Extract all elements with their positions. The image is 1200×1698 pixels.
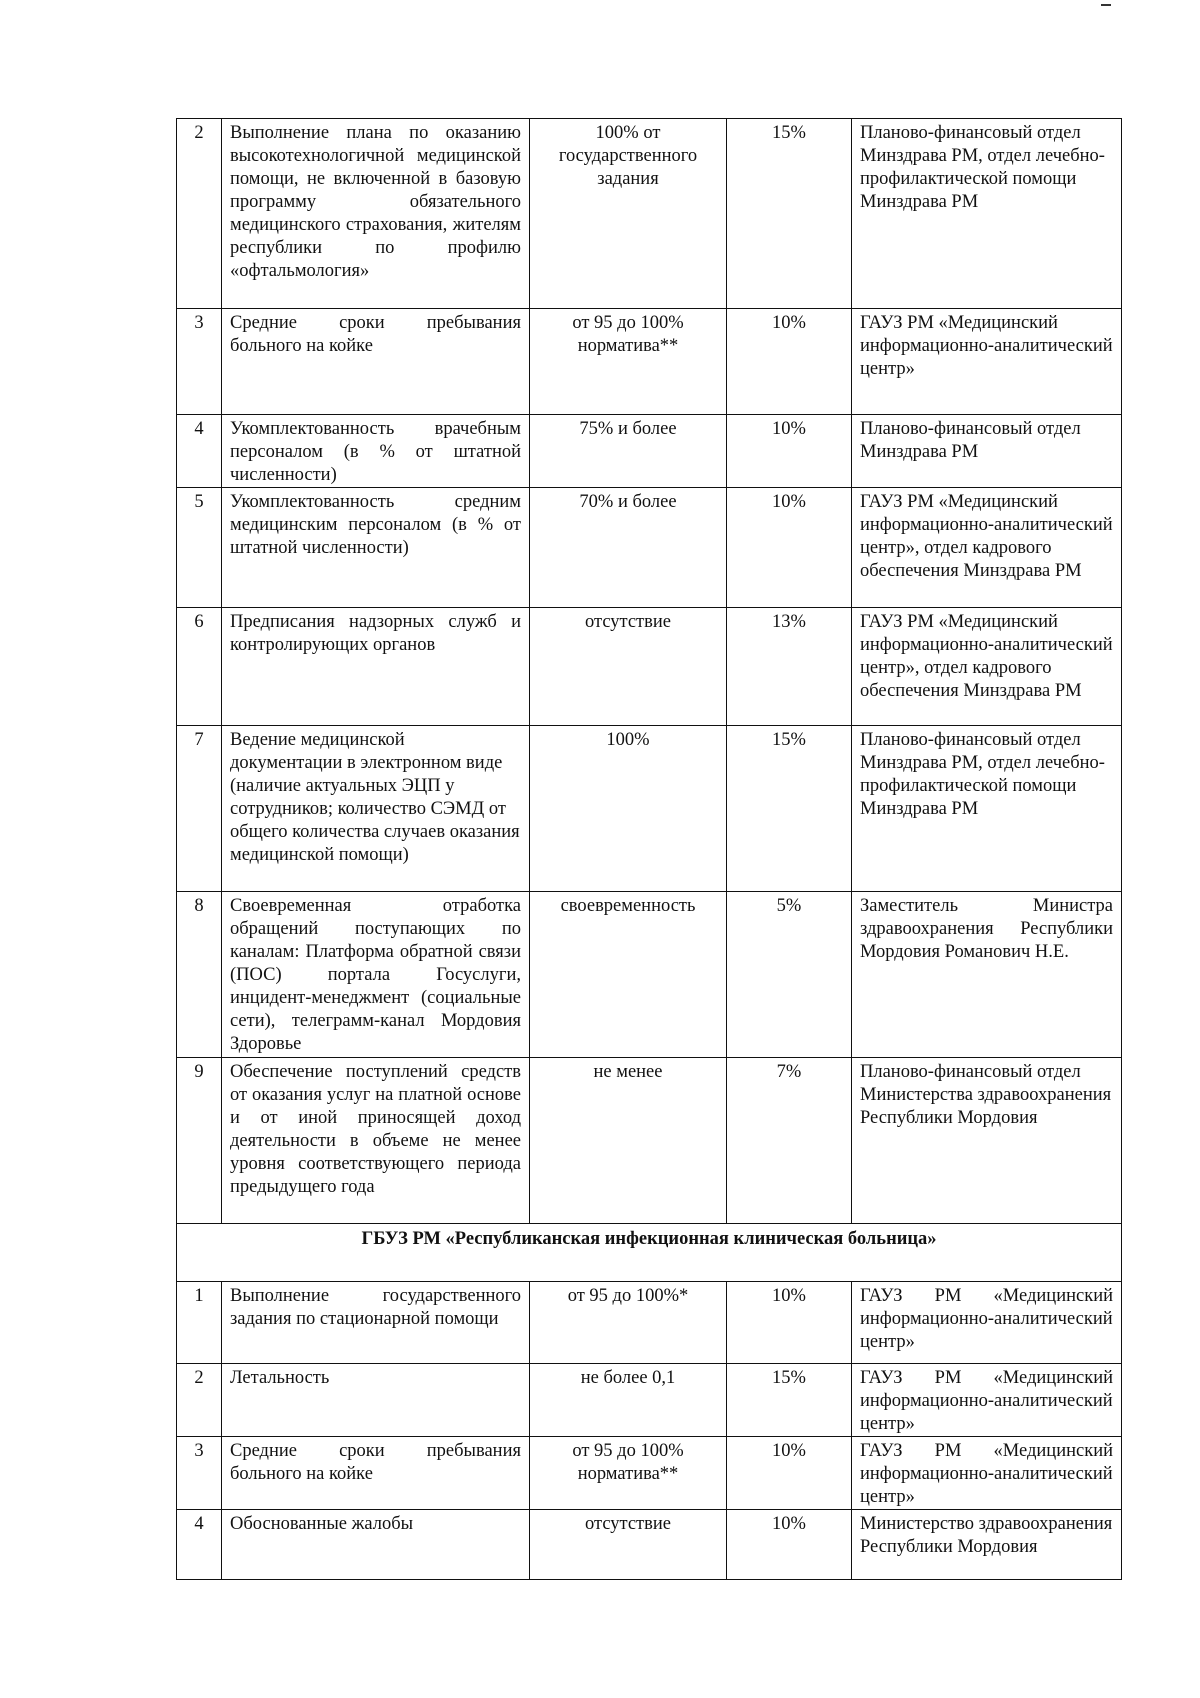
responsible-cell: Планово-финансовый отдел Министерства здравоохранения Республики Мордовия: [852, 1058, 1122, 1224]
table-row: [177, 119, 1122, 309]
weight-cell: 15%: [727, 119, 852, 309]
indicator-cell: Укомплектованность средним медицинским персоналом (в % от штатной численности): [222, 488, 530, 608]
indicators-table: [176, 118, 1122, 1580]
indicator-cell: Обоснованные жалобы: [222, 1510, 530, 1580]
indicator-cell: Ведение медицинской документации в электронном виде (наличие актуальных ЭЦП у сотрудников; количество СЭМД от общего количества случаев оказания медицинской помощи): [222, 726, 530, 892]
responsible-cell: Планово-финансовый отдел Минздрава РМ: [852, 415, 1122, 488]
responsible-cell: Министерство здравоохранения Республики Мордовия: [852, 1510, 1122, 1580]
responsible-cell: ГАУЗ РМ «Медицинский информационно-аналитический центр»: [852, 1437, 1122, 1510]
indicator-cell: Обеспечение поступлений средств от оказания услуг на платной основе и от иной приносящей доход деятельности в объеме не менее уровня соответствующего периода предыдущего года: [222, 1058, 530, 1224]
value-cell: 100% от государственного задания: [530, 119, 727, 309]
value-cell: 70% и более: [530, 488, 727, 608]
weight-cell: 13%: [727, 608, 852, 726]
responsible-cell: Планово-финансовый отдел Минздрава РМ, отдел лечебно-профилактической помощи Минздрава РМ: [852, 726, 1122, 892]
responsible-cell: ГАУЗ РМ «Медицинский информационно-аналитический центр»: [852, 1282, 1122, 1364]
row-number: 4: [177, 1510, 222, 1580]
indicator-cell: Летальность: [222, 1364, 530, 1437]
row-number: 9: [177, 1058, 222, 1224]
responsible-cell: ГАУЗ РМ «Медицинский информационно-аналитический центр»: [852, 1364, 1122, 1437]
page-corner-mark: [1101, 4, 1111, 6]
value-cell: отсутствие: [530, 1510, 727, 1580]
table-row: [177, 1510, 1122, 1580]
row-number: 3: [177, 309, 222, 415]
row-number: 8: [177, 892, 222, 1058]
row-number: 3: [177, 1437, 222, 1510]
row-number: 2: [177, 119, 222, 309]
responsible-cell: Планово-финансовый отдел Минздрава РМ, отдел лечебно-профилактической помощи Минздрава РМ: [852, 119, 1122, 309]
value-cell: не более 0,1: [530, 1364, 727, 1437]
section-row: [177, 1224, 1122, 1282]
row-number: 5: [177, 488, 222, 608]
indicator-cell: Укомплектованность врачебным персоналом (в % от штатной численности): [222, 415, 530, 488]
indicator-cell: Своевременная отработка обращений поступающих по каналам: Платформа обратной связи (ПОС) портала Госуслуги, инцидент-менеджмент (социальные сети), телеграмм-канал Мордовия Здоровье: [222, 892, 530, 1058]
table-row: [177, 1364, 1122, 1437]
table-row: [177, 1058, 1122, 1224]
row-number: 1: [177, 1282, 222, 1364]
responsible-cell: ГАУЗ РМ «Медицинский информационно-аналитический центр», отдел кадрового обеспечения Минздрава РМ: [852, 608, 1122, 726]
responsible-cell: Заместитель Министра здравоохранения Республики Мордовия Романович Н.Е.: [852, 892, 1122, 1058]
value-cell: от 95 до 100% норматива**: [530, 1437, 727, 1510]
value-cell: 75% и более: [530, 415, 727, 488]
value-cell: 100%: [530, 726, 727, 892]
weight-cell: 10%: [727, 1437, 852, 1510]
table-row: [177, 415, 1122, 488]
value-cell: своевременность: [530, 892, 727, 1058]
row-number: 2: [177, 1364, 222, 1437]
section-title: ГБУЗ РМ «Республиканская инфекционная клиническая больница»: [177, 1224, 1122, 1282]
weight-cell: 5%: [727, 892, 852, 1058]
weight-cell: 15%: [727, 1364, 852, 1437]
responsible-cell: ГАУЗ РМ «Медицинский информационно-аналитический центр»: [852, 309, 1122, 415]
value-cell: не менее: [530, 1058, 727, 1224]
row-number: 7: [177, 726, 222, 892]
table-row: [177, 726, 1122, 892]
row-number: 4: [177, 415, 222, 488]
indicator-cell: Выполнение государственного задания по стационарной помощи: [222, 1282, 530, 1364]
table-row: [177, 309, 1122, 415]
weight-cell: 10%: [727, 1282, 852, 1364]
value-cell: отсутствие: [530, 608, 727, 726]
row-number: 6: [177, 608, 222, 726]
table-row: [177, 1437, 1122, 1510]
weight-cell: 10%: [727, 488, 852, 608]
indicator-cell: Средние сроки пребывания больного на койке: [222, 1437, 530, 1510]
indicator-cell: Предписания надзорных служб и контролирующих органов: [222, 608, 530, 726]
weight-cell: 10%: [727, 1510, 852, 1580]
responsible-cell: ГАУЗ РМ «Медицинский информационно-аналитический центр», отдел кадрового обеспечения Минздрава РМ: [852, 488, 1122, 608]
indicator-cell: Средние сроки пребывания больного на койке: [222, 309, 530, 415]
table-row: [177, 892, 1122, 1058]
table-row: [177, 1282, 1122, 1364]
weight-cell: 7%: [727, 1058, 852, 1224]
table-row: [177, 608, 1122, 726]
weight-cell: 15%: [727, 726, 852, 892]
value-cell: от 95 до 100%*: [530, 1282, 727, 1364]
value-cell: от 95 до 100% норматива**: [530, 309, 727, 415]
weight-cell: 10%: [727, 309, 852, 415]
indicator-cell: Выполнение плана по оказанию высокотехнологичной медицинской помощи, не включенной в базовую программу обязательного медицинского страхования, жителям республики по профилю «офтальмология»: [222, 119, 530, 309]
weight-cell: 10%: [727, 415, 852, 488]
table-row: [177, 488, 1122, 608]
